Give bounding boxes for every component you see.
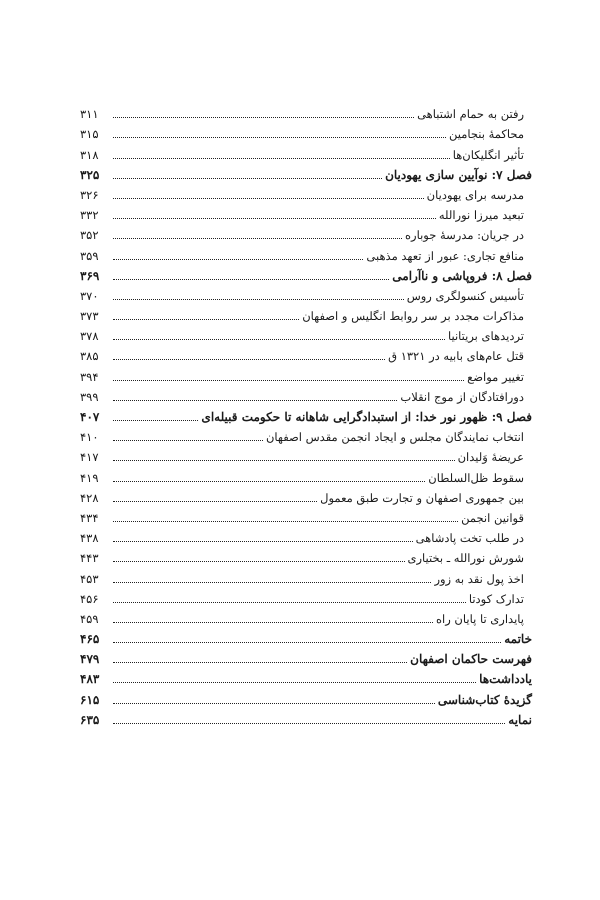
dot-leader — [113, 501, 317, 502]
toc-entry-page-number: ۶۱۵ — [80, 692, 100, 707]
toc-entry-page-number: ۴۵۹ — [80, 611, 99, 626]
toc-section-entry — [80, 224, 532, 244]
toc-entry-title: سقوط ظل‌السلطان — [428, 470, 524, 485]
toc-entry-page-number: ۳۳۲ — [80, 208, 99, 223]
toc-entry-page-number: ۴۵۶ — [80, 591, 99, 606]
toc-entry-title: تدارک کودتا — [468, 591, 524, 606]
toc-section-entry — [80, 466, 532, 486]
toc-entry-page-number: ۳۷۳ — [80, 309, 99, 324]
dot-leader — [113, 582, 431, 583]
toc-chapter-entry — [80, 648, 532, 668]
dot-leader — [113, 319, 299, 320]
dot-leader — [113, 380, 464, 381]
dot-leader — [113, 602, 466, 603]
toc-entry-title: تردیدهای بریتانیا — [447, 329, 524, 344]
toc-entry-title: در طلب تخت پادشاهی — [415, 531, 524, 546]
toc-entry-title: بین جمهوری اصفهان و تجارت طبق معمول — [320, 490, 524, 505]
toc-entry-page-number: ۳۲۵ — [80, 167, 100, 182]
toc-entry-title: منافع تجاری: عبور از تعهد مذهبی — [366, 248, 524, 263]
toc-entry-title: فصل ۹: ظهور نور خدا: از استبدادگرایی شاهانه تا حکومت قبیله‌ای — [201, 410, 532, 424]
toc-entry-title: تأثیر انگلیکان‌ها — [452, 147, 524, 162]
dot-leader — [113, 440, 263, 441]
toc-section-entry — [80, 103, 532, 123]
toc-entry-page-number: ۴۸۳ — [80, 672, 100, 687]
toc-entry-title: در جریان: مدرسهٔ جوباره — [404, 228, 524, 243]
toc-entry-page-number: ۴۲۸ — [80, 490, 99, 505]
dot-leader — [113, 299, 404, 300]
toc-chapter-entry — [80, 668, 532, 688]
dot-leader — [113, 178, 382, 179]
toc-section-entry — [80, 446, 532, 466]
toc-entry-page-number: ۳۶۹ — [80, 268, 100, 283]
toc-entry-page-number: ۳۷۸ — [80, 329, 99, 344]
toc-entry-title: تأسیس کنسولگری روس — [406, 288, 524, 303]
dot-leader — [113, 218, 436, 219]
toc-section-entry — [80, 325, 532, 345]
toc-section-entry — [80, 547, 532, 567]
toc-entry-title: شورش نورالله ـ بختیاری — [407, 551, 524, 566]
dot-leader — [113, 137, 446, 138]
toc-section-entry — [80, 184, 532, 204]
toc-chapter-entry — [80, 628, 532, 648]
toc-chapter-entry — [80, 265, 532, 285]
toc-entry-page-number: ۴۰۷ — [80, 410, 100, 424]
toc-entry-page-number: ۴۴۳ — [80, 551, 99, 566]
toc-entry-title: نمایه — [508, 712, 532, 727]
toc-entry-title: مدرسه برای یهودیان — [426, 187, 524, 202]
toc-section-entry — [80, 527, 532, 547]
toc-entry-title: پایداری تا پایان راه — [436, 611, 524, 626]
toc-section-entry — [80, 507, 532, 527]
toc-entry-page-number: ۳۱۱ — [80, 107, 99, 122]
toc-entry-page-number: ۴۱۷ — [80, 450, 99, 465]
toc-entry-page-number: ۳۹۴ — [80, 369, 99, 384]
toc-entry-title: قوانین انجمن — [461, 510, 524, 525]
toc-entry-page-number: ۳۱۸ — [80, 147, 99, 162]
toc-chapter-entry — [80, 709, 532, 729]
dot-leader — [113, 682, 476, 683]
dot-leader — [113, 339, 445, 340]
toc-entry-title: رفتن به حمام اشتباهی — [417, 107, 524, 122]
toc-section-entry — [80, 365, 532, 385]
dot-leader — [113, 158, 450, 159]
toc-entry-title: خاتمه — [504, 632, 532, 647]
toc-entry-title: فصل ۷: نوآیین سازی یهودیان — [385, 167, 532, 182]
toc-entry-page-number: ۴۳۴ — [80, 510, 99, 525]
dot-leader — [113, 400, 397, 401]
dot-leader — [113, 117, 414, 118]
dot-leader — [113, 541, 413, 542]
dot-leader — [113, 622, 433, 623]
toc-entry-page-number: ۴۳۸ — [80, 531, 99, 546]
toc-entry-page-number: ۴۶۵ — [80, 632, 100, 647]
toc-entry-title: گزیدهٔ کتاب‌شناسی — [437, 692, 532, 707]
dot-leader — [113, 481, 425, 482]
toc-section-entry — [80, 608, 532, 628]
dot-leader — [113, 420, 198, 421]
toc-entry-page-number: ۳۱۵ — [80, 127, 99, 142]
toc-entry-title: عریضهٔ وَلیدان — [457, 450, 524, 465]
toc-entry-page-number: ۶۳۵ — [80, 712, 100, 727]
table-of-contents — [80, 103, 532, 729]
dot-leader — [113, 703, 435, 704]
dot-leader — [113, 259, 363, 260]
toc-entry-page-number: ۴۱۹ — [80, 470, 99, 485]
toc-entry-page-number: ۴۱۰ — [80, 430, 99, 445]
toc-entry-title: دورافتادگان از موج انقلاب — [400, 389, 524, 404]
dot-leader — [113, 521, 458, 522]
dot-leader — [113, 561, 405, 562]
dot-leader — [113, 642, 501, 643]
toc-section-entry — [80, 487, 532, 507]
dot-leader — [113, 279, 389, 280]
toc-entry-title: قتل عام‌های بابیه در ۱۳۲۱ ق — [388, 349, 524, 364]
toc-section-entry — [80, 143, 532, 163]
toc-entry-page-number: ۳۸۵ — [80, 349, 99, 364]
toc-entry-title: تبعید میرزا نورالله — [438, 208, 524, 223]
toc-section-entry — [80, 588, 532, 608]
toc-entry-page-number: ۳۹۹ — [80, 389, 99, 404]
toc-entry-page-number: ۳۲۶ — [80, 187, 99, 202]
toc-entry-title: فهرست حاکمان اصفهان — [410, 652, 532, 667]
toc-chapter-entry — [80, 406, 532, 426]
toc-chapter-entry — [80, 688, 532, 708]
dot-leader — [113, 359, 385, 360]
toc-entry-title: محاکمهٔ بنجامین — [448, 127, 524, 142]
toc-entry-title: انتخاب نمایندگان مجلس و ایجاد انجمن مقدس اصفهان — [265, 430, 524, 445]
toc-chapter-entry — [80, 164, 532, 184]
toc-section-entry — [80, 426, 532, 446]
toc-entry-title: فصل ۸: فروپاشی و ناآرامی — [392, 268, 532, 283]
toc-entry-title: یادداشت‌ها — [479, 672, 532, 687]
toc-section-entry — [80, 567, 532, 587]
toc-section-entry — [80, 123, 532, 143]
toc-section-entry — [80, 386, 532, 406]
dot-leader — [113, 460, 455, 461]
toc-section-entry — [80, 345, 532, 365]
toc-entry-page-number: ۳۵۲ — [80, 228, 99, 243]
toc-entry-page-number: ۳۵۹ — [80, 248, 99, 263]
toc-section-entry — [80, 244, 532, 264]
toc-entry-title: مذاکرات مجدد بر سر روابط انگلیس و اصفهان — [302, 309, 524, 324]
dot-leader — [113, 723, 505, 724]
toc-entry-page-number: ۴۷۹ — [80, 652, 100, 667]
toc-entry-title: تغییر مواضع — [467, 369, 524, 384]
dot-leader — [113, 662, 407, 663]
dot-leader — [113, 238, 402, 239]
toc-section-entry — [80, 285, 532, 305]
toc-section-entry — [80, 204, 532, 224]
toc-entry-page-number: ۴۵۳ — [80, 571, 99, 586]
toc-section-entry — [80, 305, 532, 325]
toc-entry-title: اخذ پول نقد به زور — [434, 571, 524, 586]
dot-leader — [113, 198, 424, 199]
toc-entry-page-number: ۳۷۰ — [80, 288, 99, 303]
